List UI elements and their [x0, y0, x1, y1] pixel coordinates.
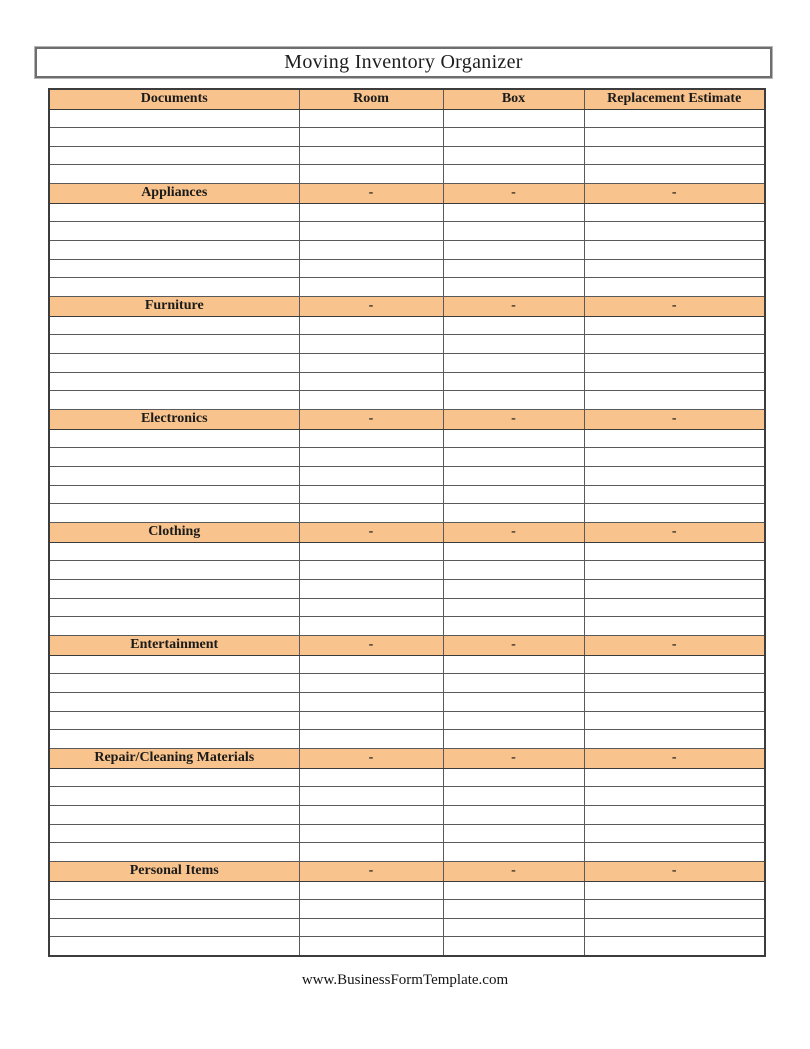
- empty-row-repair-cleaning-materials: [49, 824, 765, 843]
- section-dash-cell: -: [584, 635, 765, 655]
- section-dash-cell: -: [299, 522, 443, 542]
- section-dash-cell: -: [443, 183, 584, 203]
- empty-cell: [299, 467, 443, 486]
- empty-cell: [299, 372, 443, 391]
- empty-cell: [443, 241, 584, 260]
- empty-cell: [584, 579, 765, 598]
- empty-cell: [584, 128, 765, 147]
- empty-row-appliances: [49, 222, 765, 241]
- empty-cell: [584, 354, 765, 373]
- empty-row-electronics: [49, 448, 765, 467]
- empty-cell: [299, 711, 443, 730]
- empty-cell: [584, 711, 765, 730]
- empty-cell: [443, 900, 584, 919]
- empty-cell: [443, 561, 584, 580]
- empty-cell: [49, 617, 299, 636]
- empty-cell: [443, 128, 584, 147]
- empty-cell: [49, 900, 299, 919]
- empty-cell: [299, 485, 443, 504]
- empty-cell: [443, 316, 584, 335]
- empty-cell: [49, 165, 299, 184]
- empty-row-furniture: [49, 316, 765, 335]
- empty-cell: [584, 372, 765, 391]
- empty-cell: [443, 485, 584, 504]
- empty-cell: [299, 165, 443, 184]
- column-header: Documents: [49, 89, 299, 109]
- empty-cell: [49, 881, 299, 900]
- section-dash-cell: -: [299, 748, 443, 768]
- empty-cell: [443, 617, 584, 636]
- empty-cell: [299, 504, 443, 523]
- empty-cell: [49, 561, 299, 580]
- empty-row-furniture: [49, 335, 765, 354]
- empty-cell: [49, 485, 299, 504]
- empty-cell: [443, 429, 584, 448]
- empty-cell: [443, 655, 584, 674]
- empty-cell: [299, 598, 443, 617]
- empty-cell: [299, 730, 443, 749]
- empty-row-entertainment: [49, 674, 765, 693]
- empty-cell: [443, 542, 584, 561]
- empty-cell: [584, 504, 765, 523]
- empty-cell: [443, 259, 584, 278]
- inventory-table: [48, 88, 766, 957]
- empty-row-personal-items: [49, 937, 765, 956]
- empty-row-repair-cleaning-materials: [49, 805, 765, 824]
- page-title: Moving Inventory Organizer: [284, 51, 523, 73]
- empty-cell: [443, 881, 584, 900]
- empty-cell: [443, 504, 584, 523]
- empty-row-electronics: [49, 504, 765, 523]
- empty-cell: [443, 843, 584, 862]
- empty-cell: [443, 372, 584, 391]
- empty-cell: [49, 222, 299, 241]
- empty-cell: [443, 824, 584, 843]
- empty-cell: [443, 391, 584, 410]
- empty-row-documents: [49, 128, 765, 147]
- empty-cell: [49, 542, 299, 561]
- column-header: Room: [299, 89, 443, 109]
- empty-cell: [299, 278, 443, 297]
- empty-cell: [443, 805, 584, 824]
- section-row: [49, 409, 765, 429]
- empty-cell: [299, 655, 443, 674]
- section-dash-cell: -: [584, 522, 765, 542]
- section-dash-cell: -: [299, 635, 443, 655]
- empty-cell: [49, 579, 299, 598]
- empty-row-repair-cleaning-materials: [49, 768, 765, 787]
- empty-cell: [443, 109, 584, 128]
- empty-cell: [299, 146, 443, 165]
- empty-cell: [49, 335, 299, 354]
- empty-cell: [299, 241, 443, 260]
- empty-row-entertainment: [49, 711, 765, 730]
- section-label: Personal Items: [49, 861, 299, 881]
- empty-cell: [443, 165, 584, 184]
- section-label: Electronics: [49, 409, 299, 429]
- empty-row-furniture: [49, 391, 765, 410]
- empty-cell: [443, 598, 584, 617]
- empty-cell: [49, 674, 299, 693]
- empty-cell: [49, 598, 299, 617]
- empty-row-electronics: [49, 485, 765, 504]
- empty-cell: [299, 316, 443, 335]
- empty-cell: [443, 730, 584, 749]
- empty-cell: [299, 937, 443, 956]
- section-dash-cell: -: [584, 861, 765, 881]
- empty-cell: [299, 881, 443, 900]
- empty-cell: [584, 109, 765, 128]
- empty-cell: [49, 146, 299, 165]
- empty-cell: [49, 692, 299, 711]
- empty-cell: [584, 391, 765, 410]
- empty-cell: [49, 843, 299, 862]
- empty-cell: [584, 674, 765, 693]
- empty-cell: [584, 843, 765, 862]
- empty-cell: [443, 579, 584, 598]
- empty-cell: [49, 655, 299, 674]
- empty-cell: [49, 372, 299, 391]
- empty-cell: [299, 805, 443, 824]
- section-dash-cell: -: [584, 296, 765, 316]
- section-dash-cell: -: [443, 522, 584, 542]
- empty-cell: [299, 259, 443, 278]
- empty-row-personal-items: [49, 918, 765, 937]
- empty-row-furniture: [49, 354, 765, 373]
- empty-cell: [584, 918, 765, 937]
- empty-row-documents: [49, 146, 765, 165]
- section-label: Furniture: [49, 296, 299, 316]
- empty-cell: [299, 900, 443, 919]
- empty-cell: [49, 259, 299, 278]
- empty-row-documents: [49, 109, 765, 128]
- empty-cell: [299, 354, 443, 373]
- empty-cell: [299, 843, 443, 862]
- empty-row-appliances: [49, 278, 765, 297]
- empty-cell: [443, 222, 584, 241]
- empty-cell: [584, 485, 765, 504]
- section-row: [49, 522, 765, 542]
- section-dash-cell: -: [299, 296, 443, 316]
- empty-cell: [49, 805, 299, 824]
- empty-row-entertainment: [49, 692, 765, 711]
- empty-cell: [443, 674, 584, 693]
- empty-row-appliances: [49, 241, 765, 260]
- empty-cell: [443, 146, 584, 165]
- empty-cell: [49, 711, 299, 730]
- empty-cell: [584, 561, 765, 580]
- empty-cell: [443, 278, 584, 297]
- empty-row-entertainment: [49, 730, 765, 749]
- empty-row-appliances: [49, 203, 765, 222]
- empty-cell: [584, 768, 765, 787]
- section-dash-cell: -: [443, 635, 584, 655]
- title-box: [35, 47, 772, 78]
- empty-row-entertainment: [49, 655, 765, 674]
- empty-cell: [584, 617, 765, 636]
- empty-cell: [584, 730, 765, 749]
- empty-cell: [584, 335, 765, 354]
- empty-cell: [299, 579, 443, 598]
- empty-row-furniture: [49, 372, 765, 391]
- table-header-row: [49, 89, 765, 109]
- empty-cell: [49, 128, 299, 147]
- section-row: [49, 861, 765, 881]
- footer-link: www.BusinessFormTemplate.com: [301, 972, 509, 988]
- empty-cell: [584, 824, 765, 843]
- empty-cell: [584, 259, 765, 278]
- empty-cell: [584, 448, 765, 467]
- empty-cell: [49, 354, 299, 373]
- empty-cell: [299, 109, 443, 128]
- empty-cell: [299, 429, 443, 448]
- empty-cell: [584, 900, 765, 919]
- section-dash-cell: -: [443, 861, 584, 881]
- empty-cell: [299, 335, 443, 354]
- empty-cell: [49, 203, 299, 222]
- section-label: Repair/Cleaning Materials: [49, 748, 299, 768]
- column-header: Box: [443, 89, 584, 109]
- empty-cell: [49, 429, 299, 448]
- empty-cell: [299, 203, 443, 222]
- empty-cell: [299, 918, 443, 937]
- empty-cell: [49, 448, 299, 467]
- empty-cell: [49, 391, 299, 410]
- empty-row-clothing: [49, 617, 765, 636]
- empty-row-clothing: [49, 579, 765, 598]
- empty-cell: [584, 165, 765, 184]
- section-row: [49, 635, 765, 655]
- empty-cell: [49, 278, 299, 297]
- empty-cell: [299, 128, 443, 147]
- empty-cell: [49, 316, 299, 335]
- empty-cell: [584, 655, 765, 674]
- empty-cell: [49, 824, 299, 843]
- section-dash-cell: -: [443, 409, 584, 429]
- empty-cell: [584, 429, 765, 448]
- section-dash-cell: -: [584, 183, 765, 203]
- empty-cell: [299, 222, 443, 241]
- empty-cell: [49, 504, 299, 523]
- empty-cell: [49, 918, 299, 937]
- empty-row-documents: [49, 165, 765, 184]
- empty-cell: [443, 711, 584, 730]
- section-label: Clothing: [49, 522, 299, 542]
- empty-cell: [584, 203, 765, 222]
- section-row: [49, 183, 765, 203]
- empty-cell: [584, 692, 765, 711]
- empty-cell: [584, 222, 765, 241]
- empty-row-repair-cleaning-materials: [49, 787, 765, 806]
- section-label: Entertainment: [49, 635, 299, 655]
- empty-cell: [49, 787, 299, 806]
- empty-row-repair-cleaning-materials: [49, 843, 765, 862]
- empty-cell: [299, 692, 443, 711]
- empty-row-appliances: [49, 259, 765, 278]
- empty-cell: [584, 146, 765, 165]
- empty-cell: [584, 937, 765, 956]
- empty-cell: [584, 542, 765, 561]
- empty-cell: [443, 937, 584, 956]
- section-label: Appliances: [49, 183, 299, 203]
- empty-row-electronics: [49, 429, 765, 448]
- section-row: [49, 296, 765, 316]
- empty-cell: [299, 542, 443, 561]
- empty-cell: [299, 391, 443, 410]
- empty-cell: [443, 787, 584, 806]
- empty-row-clothing: [49, 542, 765, 561]
- empty-cell: [299, 768, 443, 787]
- section-dash-cell: -: [584, 409, 765, 429]
- empty-cell: [584, 241, 765, 260]
- empty-cell: [299, 674, 443, 693]
- empty-cell: [584, 598, 765, 617]
- empty-row-personal-items: [49, 900, 765, 919]
- section-dash-cell: -: [443, 296, 584, 316]
- section-dash-cell: -: [299, 861, 443, 881]
- empty-cell: [299, 824, 443, 843]
- empty-cell: [443, 448, 584, 467]
- section-dash-cell: -: [443, 748, 584, 768]
- empty-cell: [49, 241, 299, 260]
- empty-cell: [443, 692, 584, 711]
- empty-cell: [584, 278, 765, 297]
- empty-cell: [49, 937, 299, 956]
- empty-cell: [584, 316, 765, 335]
- empty-cell: [443, 335, 584, 354]
- empty-cell: [584, 787, 765, 806]
- empty-row-electronics: [49, 467, 765, 486]
- empty-row-clothing: [49, 561, 765, 580]
- section-dash-cell: -: [299, 183, 443, 203]
- empty-cell: [584, 467, 765, 486]
- empty-cell: [443, 918, 584, 937]
- empty-cell: [299, 448, 443, 467]
- empty-cell: [584, 805, 765, 824]
- empty-cell: [443, 768, 584, 787]
- empty-cell: [49, 109, 299, 128]
- empty-cell: [299, 561, 443, 580]
- empty-row-clothing: [49, 598, 765, 617]
- empty-cell: [584, 881, 765, 900]
- empty-cell: [443, 354, 584, 373]
- empty-cell: [49, 730, 299, 749]
- empty-cell: [49, 768, 299, 787]
- empty-cell: [299, 617, 443, 636]
- empty-cell: [299, 787, 443, 806]
- empty-cell: [443, 203, 584, 222]
- column-header: Replacement Estimate: [584, 89, 765, 109]
- empty-row-personal-items: [49, 881, 765, 900]
- section-dash-cell: -: [299, 409, 443, 429]
- section-dash-cell: -: [584, 748, 765, 768]
- empty-cell: [443, 467, 584, 486]
- empty-cell: [49, 467, 299, 486]
- section-row: [49, 748, 765, 768]
